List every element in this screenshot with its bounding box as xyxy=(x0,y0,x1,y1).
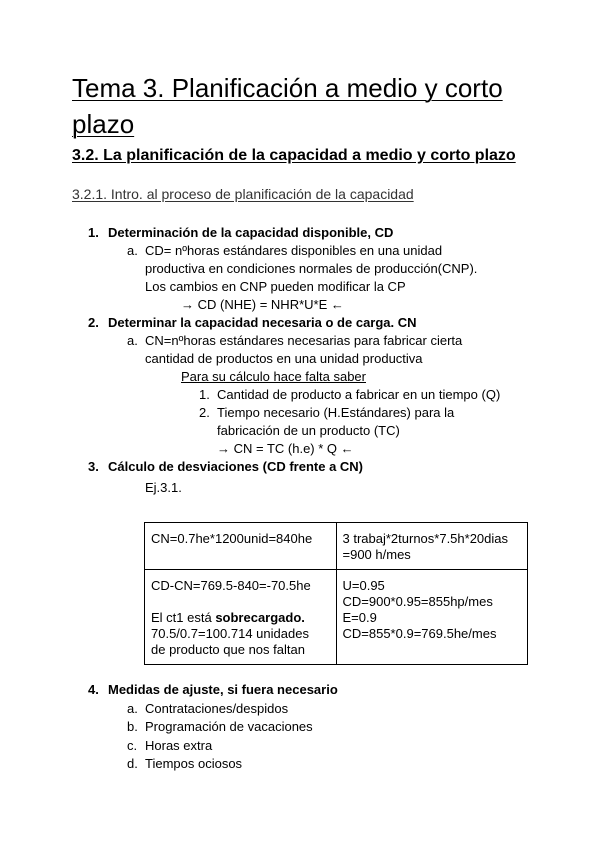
sub-letter: b. xyxy=(127,719,138,734)
underlined-note: Para su cálculo hace falta saber xyxy=(181,369,366,384)
list-item-2 xyxy=(72,314,542,332)
list-number: 1. xyxy=(88,225,99,240)
list-number: 2. xyxy=(88,315,99,330)
list-item-3 xyxy=(72,458,542,476)
table-cell xyxy=(336,523,528,570)
cell-text xyxy=(151,610,330,626)
cell-text: CD=855*0.9=769.5he/mes xyxy=(342,626,497,641)
list-item-heading: Medidas de ajuste, si fuera necesario xyxy=(108,682,338,697)
text-line: cantidad de productos en una unidad productiva xyxy=(145,351,423,366)
sub-item-4a xyxy=(72,700,542,719)
subsection-heading: 3.2.1. Intro. al proceso de planificación de la capacidad xyxy=(72,186,414,202)
sub-letter: c. xyxy=(127,737,138,753)
cell-text-prefix: El ct1 está xyxy=(151,610,216,625)
list-number: 4. xyxy=(88,682,99,697)
sub-item-4d xyxy=(72,755,542,774)
cell-text: E=0.9 xyxy=(342,610,377,625)
text-line: Tiempos ociosos xyxy=(145,756,243,771)
text-line: Cantidad de producto a fabricar en un tiempo (Q) xyxy=(217,387,501,402)
sub-number: 2. xyxy=(199,405,210,420)
numbered-list-continued xyxy=(72,681,542,774)
sub-item-1a xyxy=(72,242,542,296)
cell-text: =900 h/mes xyxy=(342,547,411,562)
sub-letter: a. xyxy=(127,243,138,258)
cell-text: CD=900*0.95=855hp/mes xyxy=(342,594,493,609)
numbered-list xyxy=(72,224,542,497)
cell-text: 70.5/0.7=100.714 unidades xyxy=(151,626,309,641)
sub-number: 1. xyxy=(199,387,210,402)
table-row xyxy=(145,523,528,570)
formula-cd: → CD (NHE) = NHR*U*E ← xyxy=(181,297,344,312)
table-cell xyxy=(336,570,528,665)
text-line: Los cambios en CNP pueden modificar la CP xyxy=(145,279,406,294)
table-cell xyxy=(145,570,337,665)
sub-sub-item-1 xyxy=(72,386,542,404)
text-line: CN=nºhoras estándares necesarias para fabricar cierta xyxy=(145,333,463,348)
list-number: 3. xyxy=(88,459,99,474)
text-line: fabricación de un producto (TC) xyxy=(217,423,400,438)
cell-spacer xyxy=(151,594,330,610)
list-item-1 xyxy=(72,224,542,242)
sub-sub-item-2 xyxy=(72,404,542,440)
text-line: Programación de vacaciones xyxy=(145,719,313,734)
text-line: CD= nºhoras estándares disponibles en una unidad xyxy=(145,243,443,258)
example-label: Ej.3.1. xyxy=(145,480,182,495)
text-line: Contrataciones/despidos xyxy=(145,700,289,716)
text-line: Horas extra xyxy=(145,737,213,753)
table-cell xyxy=(145,523,337,570)
list-item-4 xyxy=(72,681,542,700)
cell-text: 3 trabaj*2turnos*7.5h*20dias xyxy=(342,531,509,546)
calculation-table xyxy=(144,522,528,665)
cell-text: U=0.95 xyxy=(342,578,385,593)
sub-letter: a. xyxy=(127,700,138,716)
page-title: Tema 3. Planificación a medio y corto plazo xyxy=(72,73,503,139)
sub-letter: a. xyxy=(127,333,138,348)
sub-letter: d. xyxy=(127,756,138,771)
cell-text: CD-CN=769.5-840=-70.5he xyxy=(151,578,311,593)
text-line: Tiempo necesario (H.Estándares) para la xyxy=(217,405,455,420)
sub-item-4c xyxy=(72,737,542,756)
section-heading: 3.2. La planificación de la capacidad a medio y corto plazo xyxy=(72,147,516,164)
sub-item-4b xyxy=(72,718,542,737)
sub-item-2a xyxy=(72,332,542,368)
table-row xyxy=(145,570,528,665)
list-item-heading: Determinación de la capacidad disponible, CD xyxy=(108,225,394,240)
cell-text: de producto que nos faltan xyxy=(151,642,305,657)
list-item-heading: Cálculo de desviaciones (CD frente a CN) xyxy=(108,459,364,474)
formula-cn: → CN = TC (h.e) * Q ← xyxy=(217,441,354,456)
cell-text: CN=0.7he*1200unid=840he xyxy=(151,531,313,546)
text-line: productiva en condiciones normales de producción(CNP). xyxy=(145,261,478,276)
overload-label: sobrecargado. xyxy=(215,610,305,625)
list-item-heading: Determinar la capacidad necesaria o de carga. CN xyxy=(108,315,417,330)
